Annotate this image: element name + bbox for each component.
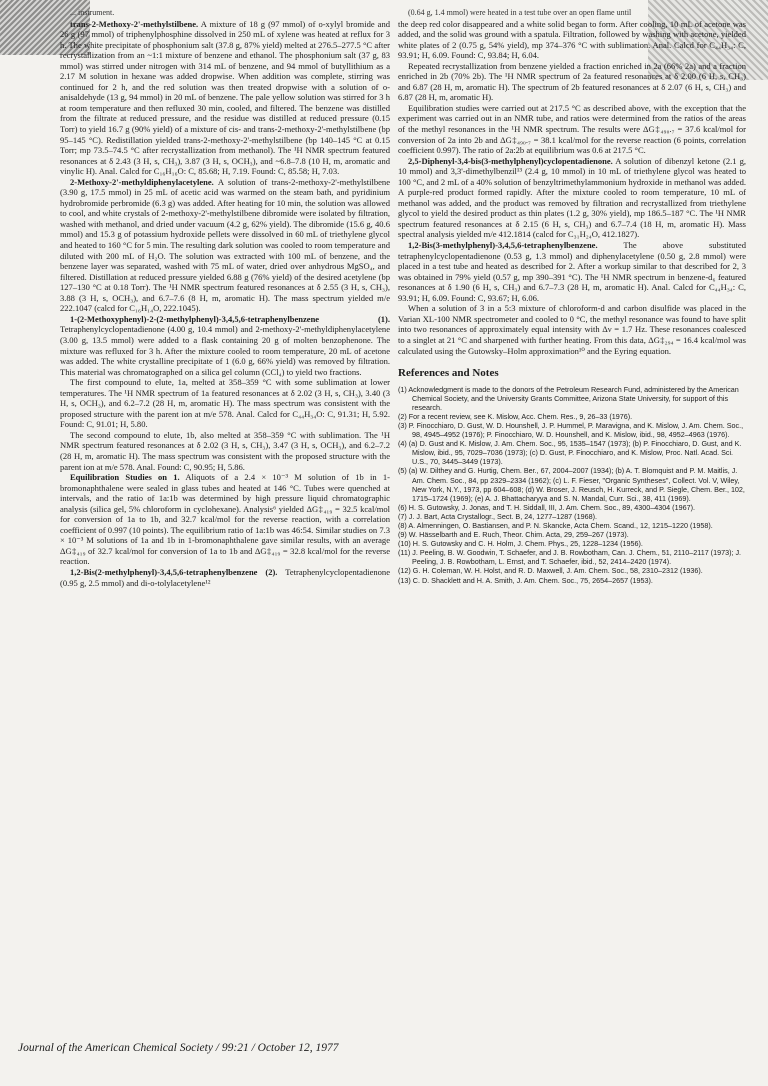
paragraph-heading: 1,2-Bis(2-methylphenyl)-3,4,5,6-tetraphenylbenzene (2).: [70, 566, 278, 577]
journal-footer: Journal of the American Chemical Society / 99:21 / October 12, 1977: [18, 1042, 339, 1054]
reference-item: (7) J. J. Bart, Acta Crystallogr., Sect. B, 24, 1277–1287 (1968).: [398, 511, 597, 521]
reference-item: (5) (a) W. Dilthey and G. Hurtig, Chem. Ber., 67, 2004–2007 (1934); (b) A. T. Blomquist and P. M. Maitlis, J. Am. Chem. Soc., 84, pp 2329–2334 (1962); (c) L. F. Fieser, "Organic Syntheses", Collect. Vol. V, Wiley, New York, N.Y., 1973, pp 604–608; (d) W. Broser, J. Reusch, H. Kurreck, and P. Siegle, Chem. Ber., 102, 1715–1724 (1969); (e) A. J. Bhattacharyya and S. N. Mandal, Curr. Sci., 38, 411 (1969).: [398, 466, 745, 503]
left-paragraphs: [60, 19, 390, 589]
paragraph-text: A mixture of 18 g (97 mmol) of o-xylyl bromide and 26 g (97 mmol) of triphenylphosphine dissolved in 250 mL of xylene was heated at reflux for 3 h. The white precipitate of phosphonium salt (37.8 g, 87% yield) melted at 276.5–277.5 °C after recrystallization from an ~1:1 mixture of benzene and ethanol. The phosphonium salt (37 g, 83 mmol) was stirred under nitrogen with 314 mL of benzene, and 94 mmol of butyllithium as a 2.17 M solution in hexane was added dropwise. When addition was complete, stirring was continued for 2 h, and the red solution was then treated dropwise with a solution of o-anisaldehyde (13 g, 94 mmol) in 20 mL of benzene. The pale yellow solution was stirred for 3 h at room temperature and then refluxed 30 min, cooled, and filtered. The benzene was distilled from the filtrate at reduced pressure, and the residue was distilled at reduced pressure (0.15 Torr) to yield 16.7 g (90% yield) of a mixture of cis- and trans-2-methoxy-2'-methylstilbene (bp 95–145 °C). Redistillation yielded trans-2-methoxy-2'-methylstilbene (bp 140–145 °C at 0.15 Torr; mp 73.5–74.5 °C after recrystallization from methanol). The ¹H NMR spectrum featured resonances at δ 2.43 (3 H, s, CH₃), 3.87 (3 H, s, OCH₃), and ~6.8–7.8 (10 H, m, aromatic and vinylic H). Anal. Calcd for C₁₆H₁₆O: C, 85.68; H, 7.19. Found: C, 85.58; H, 7.03.: [60, 18, 390, 177]
left-column: [60, 8, 390, 588]
references-title: References and Notes: [398, 367, 499, 380]
reference-item: (13) C. D. Shacklett and H. A. Smith, J. Am. Chem. Soc., 75, 2654–2657 (1953).: [398, 575, 653, 585]
paragraph-heading: 1-(2-Methoxyphenyl)-2-(2-methylphenyl)-3,4,5,6-tetraphenylbenzene (1).: [70, 313, 390, 324]
paragraph: [60, 377, 390, 430]
right-column: [398, 8, 746, 585]
paragraph-text: Tetraphenylcyclopentadienone (0.95 g, 2.5 mmol) and di-o-tolylacetylene¹²: [60, 566, 391, 588]
header-strip: ... instrument.: [70, 8, 115, 17]
reference-item: (6) H. S. Gutowsky, J. Jonas, and T. H. Siddall, III, J. Am. Chem. Soc., 89, 4300–4304 (1967).: [398, 502, 695, 512]
paragraph-text: A solution of dibenzyl ketone (2.1 g, 10 mmol) and 3,3'-dimethylbenzil¹³ (2.4 g, 10 mmol) in 10 mL of triethylene glycol was heated to 100 °C, and 2 mL of a 40% solution of benzyltrimethylammonium hydroxide in methanol was added. A purple-red product formed rapidly. After the mixture cooled to room temperature, 10 mL of methanol was added, and the product was removed by filtration and recrystallized from triethylene glycol to yield the desired product as thin plates (1.2 g, 30% yield), mp 186.5–187 °C. The ¹H NMR spectrum featured resonances at δ 2.15 (6 H, s, CH₃) and 6.7–7.4 (18 H, m, aromatic H). Mass spectral analysis yielded m/e 412.1814 (calcd for C₃₁H₂₄O, 412.1827).: [398, 155, 746, 240]
paragraph-text: Aliquots of a 2.4 × 10⁻³ M solution of 1b in 1-bromonaphthalene were sealed in glass tubes and heated at 146 °C. Tubes were quenched at intervals, and the ratio of 1a:1b was determined by high pressure liquid chromatographic analysis (silica gel, 5% chloroform in cyclohexane). Analysis⁶ yielded ΔG‡₄₁₉ = 32.5 kcal/mol for conversion of 1a to 1b, and 32.7 kcal/mol for the reverse reaction, with a correlation coefficient of 0.997 (10 points). The equilibrium ratio of 1a:1b was 46:54. Similar studies on 7.3 × 10⁻³ M solutions of 1a and 1b in 1-bromonaphthalene gave similar results, with an average ΔG‡₄₁₉ of 32.7 kcal/mol for conversion of 1a to 1b and ΔG‡₄₁₉ = 32.8 kcal/mol for the reverse reaction.: [60, 472, 391, 567]
right-header-strip: (0.64 g, 1.4 mmol) were heated in a test tube over an open flame until: [408, 8, 632, 17]
paragraph: [60, 177, 390, 314]
paragraph: [398, 156, 746, 240]
paragraph: [60, 430, 390, 472]
paragraph: [60, 567, 390, 588]
paragraph-heading: 1,2-Bis(3-methylphenyl)-3,4,5,6-tetraphenylbenzene.: [408, 240, 598, 251]
paragraph-text: Tetraphenylcyclopentadienone (4.00 g, 10.4 mmol) and 2-methoxy-2'-methyldiphenylacetylene (3.00 g, 13.5 mmol) were added to a flask containing 20 g of molten benzophenone. The mixture was refluxed for 3 h. After the mixture cooled to room temperature, 20 mL of acetone was added. The white crystalline precipitate of 1 (6.0 g, 66% yield) was removed by filtration. This material was chromatographed on a silica gel column (CCl₄) to yield two fractions.: [60, 324, 390, 377]
paragraph-text: When a solution of 3 in a 5:3 mixture of chloroform-d and carbon disulfide was placed in the Varian XL-100 NMR spectrometer and cooled to 0 °C, the methyl resonance was found to have split into two resonances of approximately equal intensity with Δν = 1.7 Hz. These resonances coalesced to a singlet at 21 °C and sharpened with further heating. From this data, ΔG‡₂₉₄ = 16.4 kcal/mol was calculated using the Gutowsky–Holm approximation¹⁰ and the Eyring equation.: [398, 303, 746, 356]
paragraph: [60, 472, 390, 567]
reference-item: (9) W. Hässelbarth and E. Ruch, Theor. Chim. Acta, 29, 259–267 (1973).: [398, 530, 629, 540]
paragraph: [398, 240, 746, 303]
paragraph-text: Repeated recrystallization from benzene yielded a fraction enriched in 2a (66% 2a) and a fraction enriched in 2b (70% 2b). The ¹H NMR spectrum of 2a featured resonances at δ 2.00 (6 H, s, CH₃) and 6.87 (28 H, m, aromatic H). The spectrum of 2b featured resonances at δ 2.07 (6 H, s, CH₃) and 6.87 (28 H, m, aromatic H).: [398, 60, 746, 103]
reference-item: (10) H. S. Gutowsky and C. H. Holm, J. Chem. Phys., 25, 1228–1234 (1956).: [398, 539, 643, 549]
reference-item: (2) For a recent review, see K. Mislow, Acc. Chem. Res., 9, 26–33 (1976).: [398, 411, 633, 421]
paragraph: [60, 19, 390, 177]
right-paragraphs: [398, 19, 746, 357]
reference-item: (1) Acknowledgment is made to the donors of the Petroleum Research Fund, administered by the American Chemical Society, and the University Grants Committee, Arizona State University, for support of this research.: [398, 384, 739, 412]
paragraph-text: Equilibration studies were carried out at 217.5 °C as described above, with the exception that the experiment was carried out in an NMR tube, and ratios were determined from the ratios of the areas of the methyl resonances in the ¹H NMR spectrum. The results were ΔG‡₄₉₀.₇ = 37.6 kcal/mol for conversion of 2a into 2b and ΔG‡₄₉₀.₇ = 38.1 kcal/mol for the reverse reaction (6 points, correlation coefficient 0.997). The ratio of 2a:2b at equilibrium was 0.6 at 217.5 °C.: [398, 102, 746, 156]
paragraph: [398, 61, 746, 103]
paragraph-text: The second compound to elute, 1b, also melted at 358–359 °C with sublimation. The ¹H NMR spectrum featured resonances at δ 2.02 (3 H, s, CH₃), 3.47 (3 H, s, OCH₃), and 6.2–7.2 (28 H, m, aromatic H). The mass spectrum was consistent with the proposed structure with the parent ion at m/e 578. Anal. Found: C, 90.95; H, 5.86.: [60, 429, 390, 472]
paragraph: [398, 103, 746, 156]
paragraph: [398, 19, 746, 61]
reference-item: (12) G. H. Coleman, W. H. Holst, and R. D. Maxwell, J. Am. Chem. Soc., 58, 2310–2312 (1936).: [398, 566, 703, 576]
paragraph-heading: trans-2-Methoxy-2'-methylstilbene.: [70, 18, 199, 29]
paragraph-heading: 2-Methoxy-2'-methyldiphenylacetylene.: [70, 176, 214, 187]
reference-item: (4) (a) D. Gust and K. Mislow, J. Am. Chem. Soc., 95, 1535–1547 (1973); (b) P. Finocchiaro, D. Gust, and K. Mislow, ibid., 95, 7029–7036 (1973); (c) D. Gust, P. Finocchiaro, and K. Mislow, Proc. Natl. Acad. Sci. U.S., 70, 3445–3449 (1973).: [398, 439, 742, 467]
paragraph: [60, 314, 390, 377]
paragraph-text: The above substituted tetraphenylcyclopentadienone (0.53 g, 1.3 mmol) and diphenylacetylene (0.50 g, 2.8 mmol) were placed in a test tube and heated as described for 2. After a workup similar to that described for 2, 3 was obtained in 79% yield (0.57 g, mp 390–391 °C). The ¹H NMR spectrum in benzene-d₆ featured resonances at δ 1.90 (6 H, s, CH₃) and 6.7–7.3 (28 H, m, aromatic H). Anal. Calcd for C₄₄H₃₄: C, 93.91; H, 6.09. Found: C, 93.67; H, 6.06.: [398, 240, 747, 303]
references-list: [398, 385, 746, 585]
paragraph-text: A solution of trans-2-methoxy-2'-methylstilbene (3.90 g, 17.5 mmol) in 25 mL of acetic acid was warmed on the steam bath, and pyridinium hydrobromide perbromide (6.3 g) was added. After heating for 10 min, the solution was allowed to cool, and white crystals of 2-methoxy-2'-methylstilbene dibromide were isolated by filtration, washed with methanol, and dried under vacuum (4.2 g, 62% yield). The dibromide (15.6 g, 40.6 mmol) and 15.3 g of potassium hydroxide pellets were dissolved in 60 mL of triethylene glycol and heated to 160 °C for 5 min. The resulting dark solution was cooled to room temperature and diluted with 200 mL of H₂O. The solution was extracted with 100 mL of benzene, and the benzene layer was separated, washed with 75 mL of water, dried over anhydrous MgSO₄, and filtered. Distillation at reduced pressure yielded 6.88 g (76% yield) of the desired acetylene (bp 127–130 °C at 0.18 Torr). The ¹H NMR spectrum featured resonances at δ 2.55 (3 H, s, CH₃), 3.88 (3 H, s, OCH₃), and 6.7–7.6 (8 H, m, aromatic H). The mass spectrum yielded m/e 222.1047 (calcd for C₁₆H₁₄O, 222.1045).: [60, 176, 390, 314]
reference-item: (8) A. Almenningen, O. Bastiansen, and P. N. Skancke, Acta Chem. Scand., 12, 1215–1220 (1958).: [398, 521, 713, 530]
paragraph-text: The first compound to elute, 1a, melted at 358–359 °C with some sublimation at lower temperatures. The ¹H NMR spectrum of 1a featured resonances at δ 2.02 (3 H, s, CH₃), 3.40 (3 H, s, OCH₃), and 6.2–7.2 (28 H, m, aromatic H). The mass spectrum was consistent with the proposed structure with the parent ion at m/e 578. Anal. Calcd for C₄₄H₃₄O: C, 91.31; H, 5.92. Found: C, 91.01; H, 5.80.: [60, 377, 390, 430]
paragraph-text: the deep red color disappeared and a white solid began to form. After cooling, 10 mL of acetone was added, and the solid was ground with a spatula. Filtration, followed by washing with acetone, yielded white plates of 2 (0.75 g, 54% yield), mp 374–376 °C with sublimation. Anal. Calcd for C₄₄H₃₄: C, 93.91; H, 6.09. Found: C, 93.84; H, 6.04.: [398, 18, 746, 61]
paragraph-heading: Equilibration Studies on 1.: [70, 472, 180, 483]
paragraph-heading: 2,5-Diphenyl-3,4-bis(3-methylphenyl)cyclopentadienone.: [408, 155, 613, 166]
paragraph: [398, 303, 746, 356]
reference-item: (11) J. Peeling, B. W. Goodwin, T. Schaefer, and J. B. Rowbotham, Can. J. Chem., 51, 2110–2117 (1973); J. Peeling, J. B. Rowbotham, L. Ernst, and T. Schaefer, ibid., 52, 2414–2420 (1974).: [398, 548, 742, 567]
reference-item: (3) P. Finocchiaro, D. Gust, W. D. Hounshell, J. P. Hummel, P. Maravigna, and K. Mislow, J. Am. Chem. Soc., 98, 4945–4952 (1976); P. Finocchiaro, W. D. Hounshell, and K. Mislow, ibid., 98, 4952–4963 (1976).: [398, 420, 744, 440]
